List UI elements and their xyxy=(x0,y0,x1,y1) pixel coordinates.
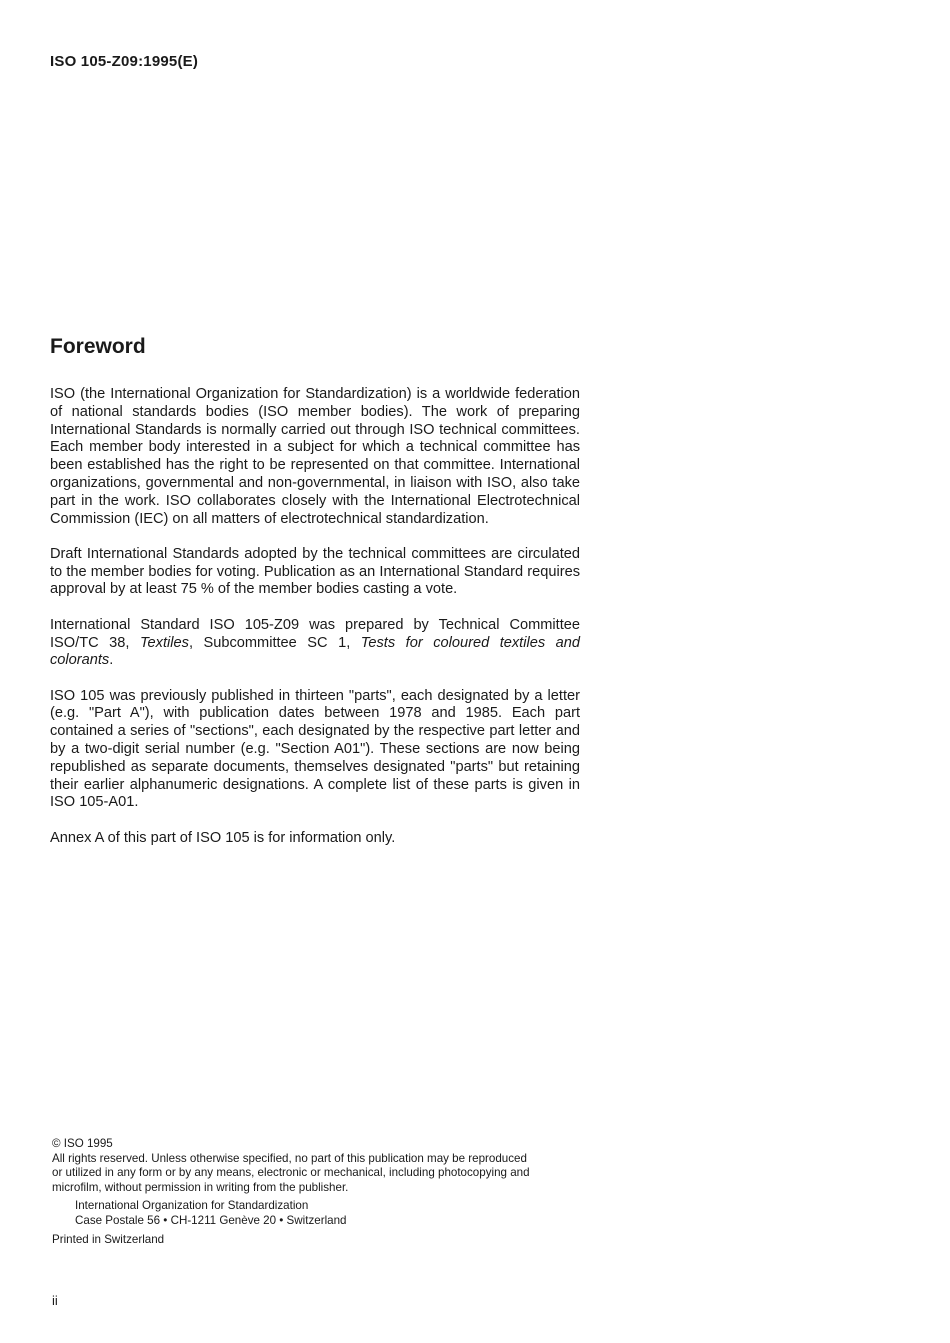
rights-line-2: or utilized in any form or by any means, electronic or mechanical, including photocopying and xyxy=(52,1166,530,1180)
copyright-block xyxy=(52,1137,587,1247)
foreword-paragraph-5: Annex A of this part of ISO 105 is for information only. xyxy=(50,829,396,846)
foreword-paragraph-4: ISO 105 was previously published in thirteen "parts", each designated by a letter (e.g. "Part A"), with publication dates between 1978 and 1985. Each part contained a series of "sections", each designated by the respective part letter and by a two-digit serial number (e.g. "Section A01"). These sections are now being republished as separate documents, themselves designated "parts" but retaining their earlier alphanumeric designations. A complete list of these parts is given in ISO 105-A01. xyxy=(50,687,580,811)
page-number: ii xyxy=(52,1293,58,1308)
foreword-body xyxy=(50,386,580,848)
printed-in: Printed in Switzerland xyxy=(52,1232,165,1246)
publisher-name: International Organization for Standardization xyxy=(75,1199,309,1213)
p3-text-2: , Subcommittee SC 1, xyxy=(188,634,361,651)
publisher-postal: Case Postale 56 • CH-1211 Genève 20 • Switzerland xyxy=(75,1213,347,1227)
rights-line-1: All rights reserved. Unless otherwise specified, no part of this publication may be reproduced xyxy=(52,1151,527,1165)
p3-text-1: International Standard ISO 105-Z09 was prepared by Technical Committee ISO/TC 38, xyxy=(50,616,580,651)
p3-italic-textiles: Textiles xyxy=(139,634,189,651)
publisher-address xyxy=(52,1199,587,1228)
foreword-paragraph-3 xyxy=(50,617,580,670)
document-id: ISO 105-Z09:1995(E) xyxy=(50,53,199,70)
p3-italic-subcommittee: Tests for coloured textiles and colorants xyxy=(50,634,580,669)
foreword-paragraph-1: ISO (the International Organization for Standardization) is a worldwide federation of national standards bodies (ISO member bodies). The work of preparing International Standards is normally carried out through ISO technical committees. Each member body interested in a subject for which a technical committee has been established has the right to be represented on that committee. International organizations, governmental and non-governmental, in liaison with ISO, also take part in the work. ISO collaborates closely with the International Electrotechnical Commission (IEC) on all matters of electrotechnical standardization. xyxy=(50,386,580,527)
rights-line-3: microfilm, without permission in writing from the publisher. xyxy=(52,1180,349,1194)
copyright-notice: © ISO 1995 xyxy=(52,1137,113,1150)
page-title: Foreword xyxy=(50,335,146,358)
foreword-paragraph-2: Draft International Standards adopted by the technical committees are circulated to the member bodies for voting. Publication as an International Standard requires approval by at least 75 % of the member bodies casting a vote. xyxy=(50,545,580,598)
p3-text-3: . xyxy=(109,652,114,669)
